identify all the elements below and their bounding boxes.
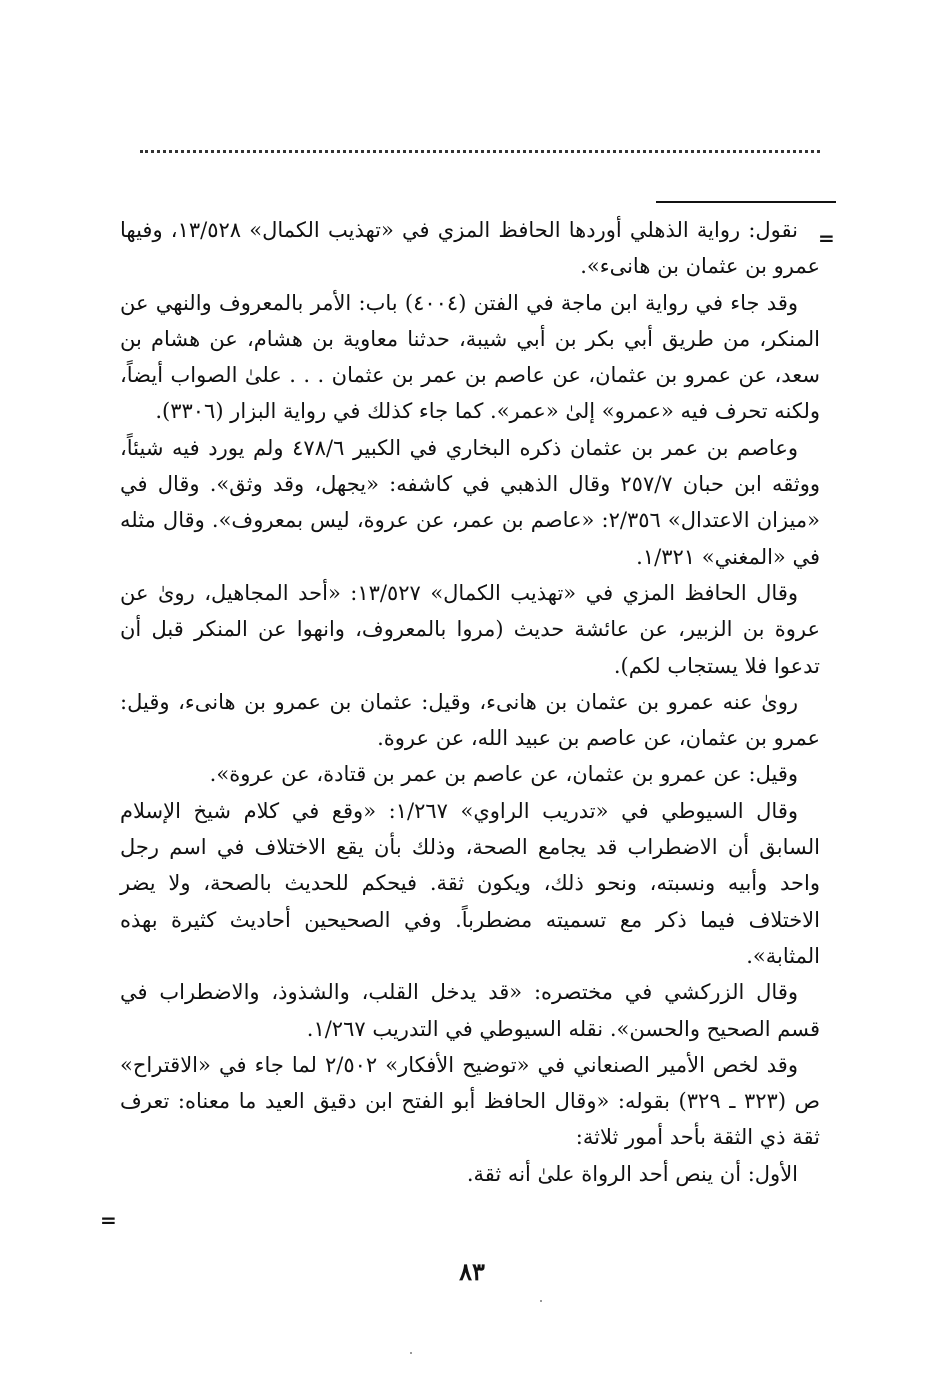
continuation-mark-top: = xyxy=(818,226,835,250)
footnote-paragraph: وعاصم بن عمر بن عثمان ذكره البخاري في الكبير ٤٧٨/٦ ولم يورد فيه شيئاً، ووثقه ابن حبان ٢٥٧/٧ وقال الذهبي في كاشفه: «يجهل، وقد وثق». وقال في «ميزان الاعتدال» ٢/٣٥٦: «عاصم بن عمر، عن عروة، ليس بمعروف». وقال مثله في «المغني» ١/٣٢١. xyxy=(120,435,820,569)
footnote-paragraph: الأول: أن ينص أحد الرواة علىٰ أنه ثقة. xyxy=(466,1161,798,1186)
footnote-rule xyxy=(656,201,836,203)
footnote-paragraph: وقال السيوطي في «تدريب الراوي» ١/٢٦٧: «وقع في كلام شيخ الإسلام السابق أن الاضطراب قد يجامع الصحة، وذلك بأن يقع الاختلاف في اسم رجل واحد وأبيه ونسبته، ونحو ذلك، ويكون ثقة. فيحكم للحديث بالصحة، ولا يضر الاختلاف فيما ذكر مع تسميته مضطرباً. وفي الصحيحين أحاديث كثيرة بهذه المثابة». xyxy=(120,798,820,968)
scan-speck xyxy=(410,1352,412,1354)
footnote-paragraph: روىٰ عنه عمرو بن عثمان بن هانىء، وقيل: عثمان بن عمرو بن هانىء، وقيل: عمرو بن عثمان، عن عاصم بن عبيد الله، عن عروة. xyxy=(120,689,820,751)
footnote-paragraph: نقول: رواية الذهلي أوردها الحافظ المزي في «تهذيب الكمال» ١٣/٥٢٨، وفيها عمرو بن عثمان بن هانىء». xyxy=(120,218,820,279)
continuation-mark-bottom: = xyxy=(100,1208,117,1232)
dotted-separator xyxy=(140,150,820,153)
scan-speck xyxy=(540,1300,542,1302)
footnote-paragraph: وقد جاء في رواية ابن ماجة في الفتن (٤٠٠٤) باب: الأمر بالمعروف والنهي عن المنكر، من طريق أبي بكر بن أبي شيبة، حدثنا معاوية بن هشام، عن هشام بن سعد، عن عمرو بن عثمان، عن عاصم بن عمر بن عثمان . . . علىٰ الصواب أيضاً، ولكنه تحرف فيه «عمرو» إلىٰ «عمر». كما جاء كذلك في رواية البزار (٣٣٠٦). xyxy=(120,290,820,424)
footnote-paragraph: وقال الزركشي في مختصره: «قد يدخل القلب، والشذوذ، والاضطراب في قسم الصحيح والحسن». نقله السيوطي في التدريب ١/٢٦٧. xyxy=(120,980,820,1041)
page-number: ٨٣ xyxy=(459,1257,485,1286)
footnote-paragraph: وقيل: عن عمرو بن عثمان، عن عاصم بن عمر بن قتادة، عن عروة». xyxy=(209,762,798,787)
footnote-paragraph: وقد لخص الأمير الصنعاني في «توضيح الأفكار» ٢/٥٠٢ لما جاء في «الاقتراح» ص (٣٢٣ ـ ٣٢٩) بقوله: «وقال الحافظ أبو الفتح ابن دقيق العيد ما معناه: تعرف ثقة ذي الثقة بأحد أمور ثلاثة: xyxy=(120,1052,820,1150)
footnote-paragraph: وقال الحافظ المزي في «تهذيب الكمال» ١٣/٥٢٧: «أحد المجاهيل، روىٰ عن عروة بن الزبير، عن عائشة حديث (مروا بالمعروف، وانهوا عن المنكر قبل أن تدعوا فلا يستجاب لكم). xyxy=(120,580,820,678)
footnote-body xyxy=(120,212,820,1192)
